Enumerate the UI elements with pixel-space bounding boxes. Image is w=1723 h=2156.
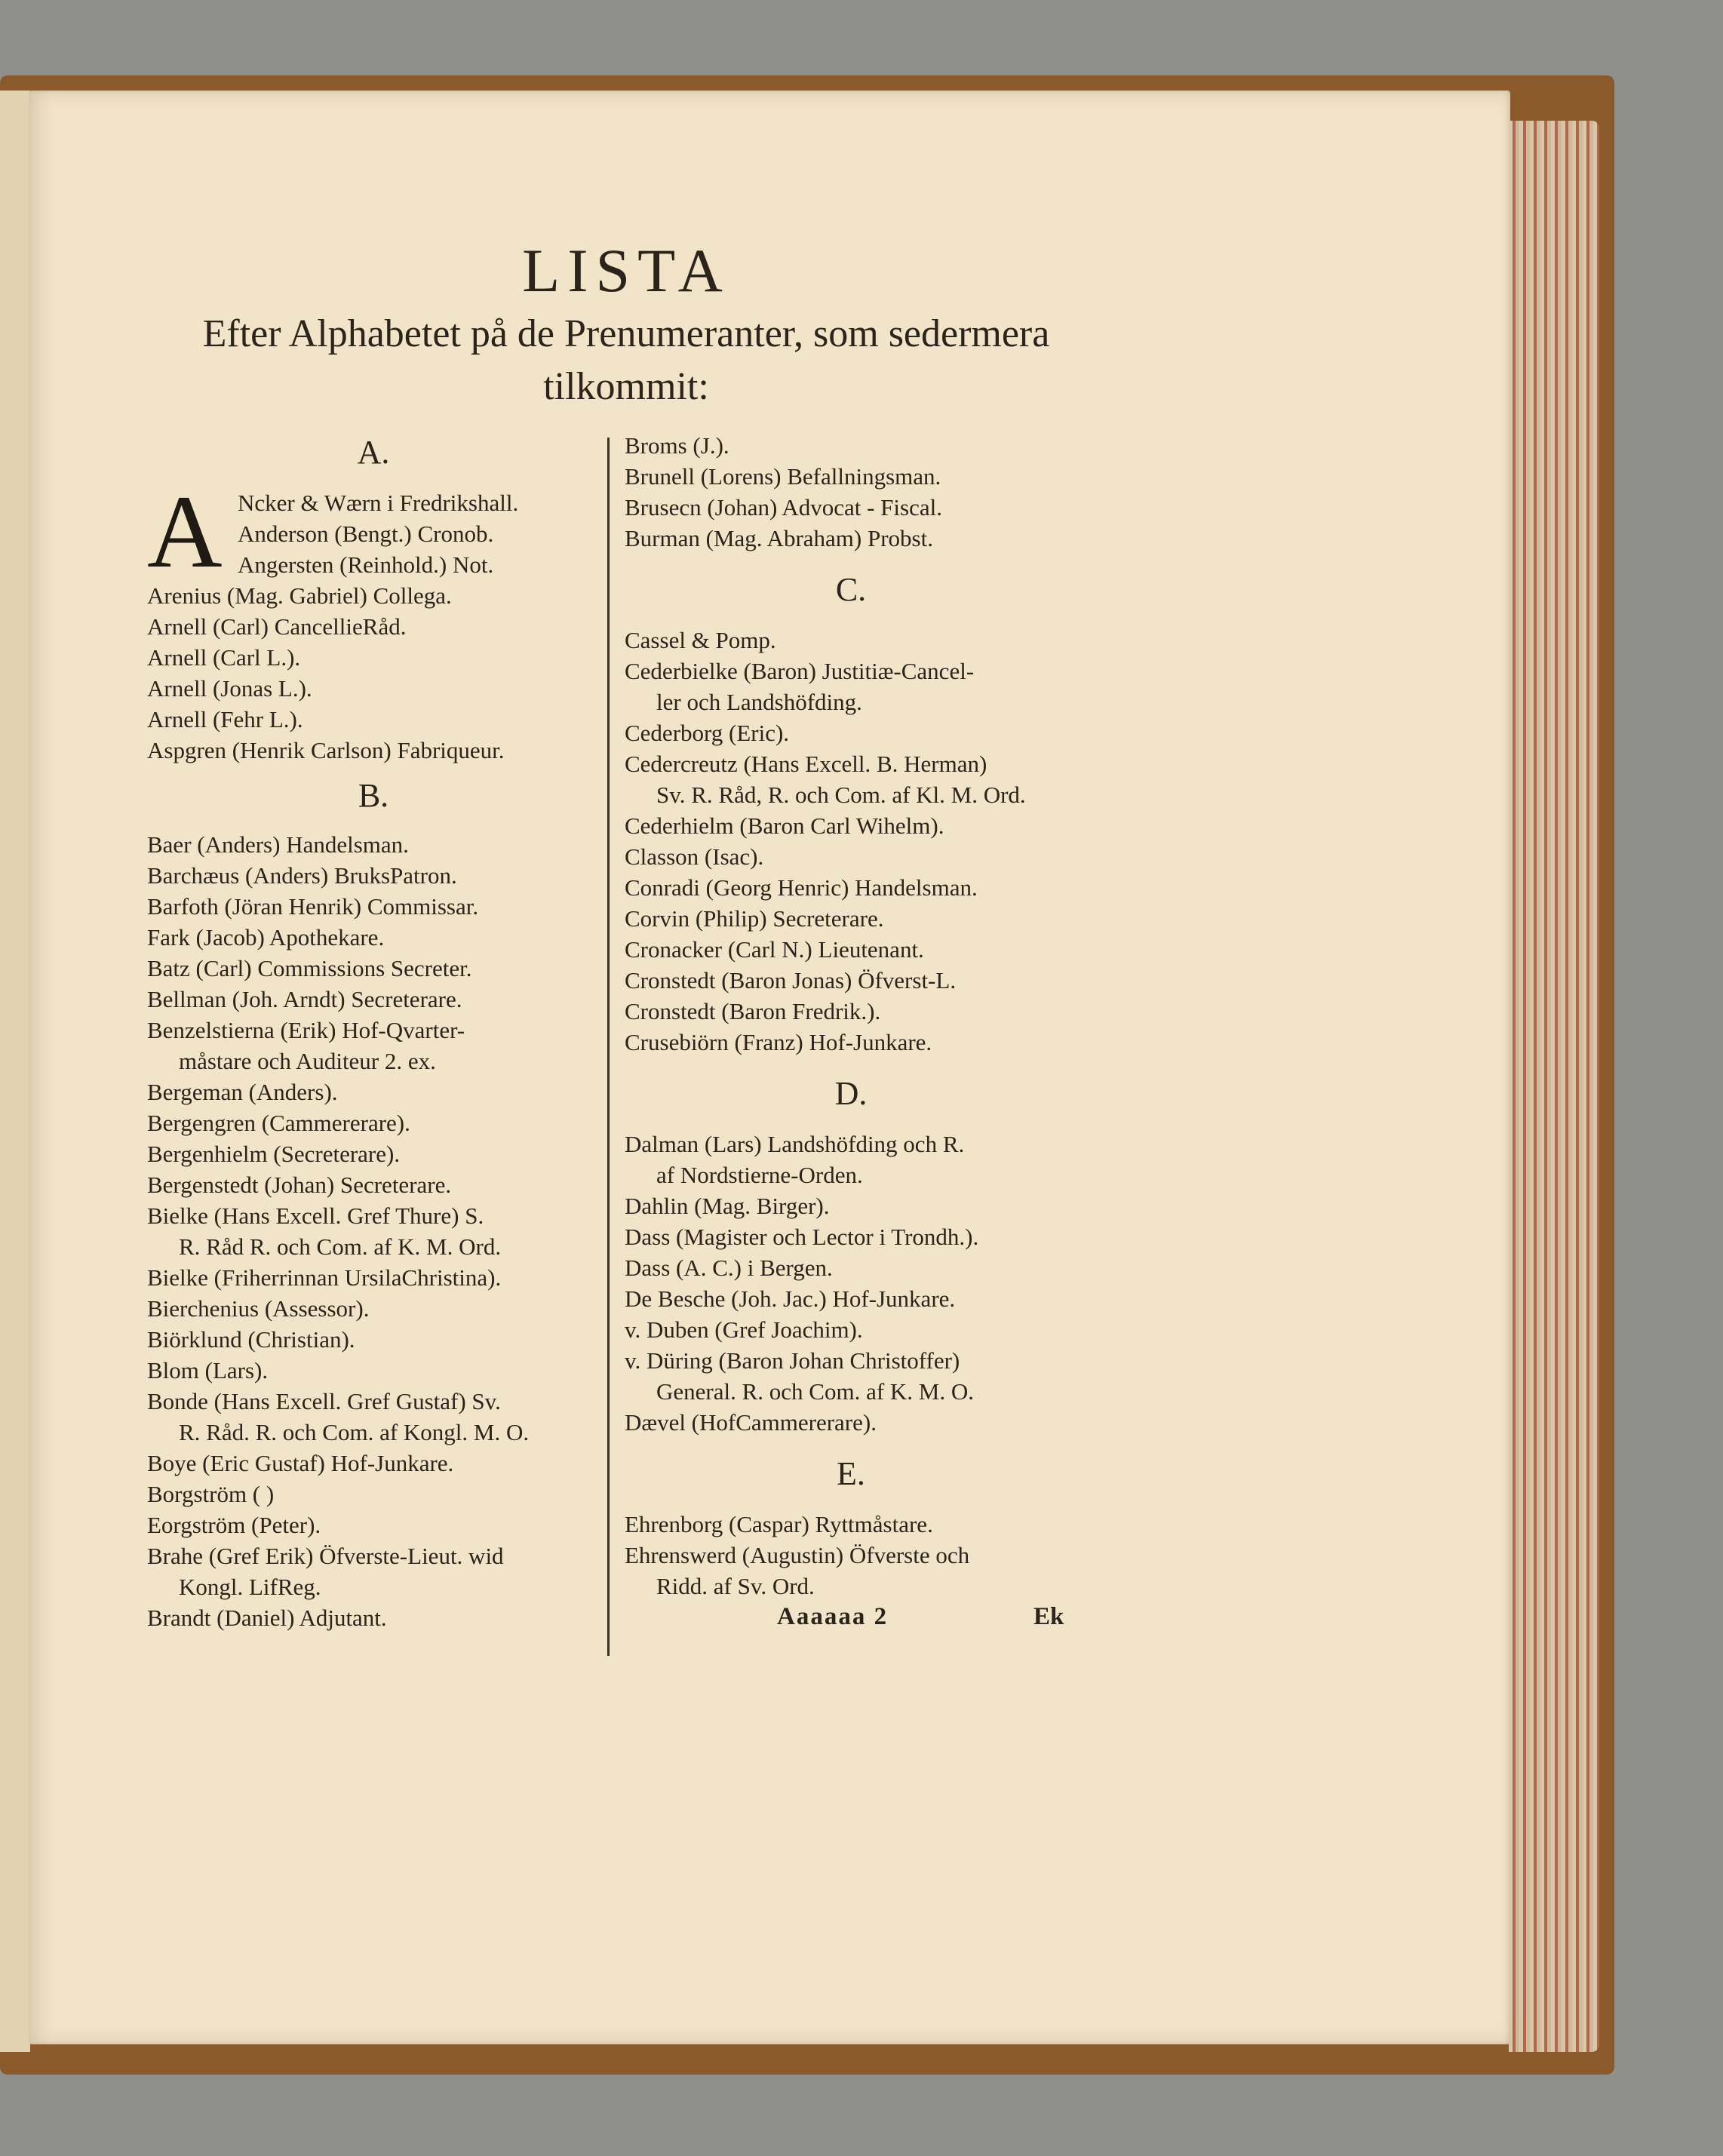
list-entry: Arenius (Mag. Gabriel) Collega.: [147, 582, 452, 609]
list-entry: Dass (Magister och Lector i Trondh.).: [625, 1224, 979, 1250]
list-entry: Ehrenborg (Caspar) Ryttmåstare.: [625, 1511, 933, 1537]
list-entry: Dalman (Lars) Landshöfding och R.: [625, 1131, 965, 1157]
list-entry: Fark (Jacob) Apothekare.: [147, 924, 385, 951]
list-entry: Arnell (Jonas L.).: [147, 675, 312, 702]
list-entry: Barfoth (Jöran Henrik) Commissar.: [147, 893, 479, 920]
list-entry: Dass (A. C.) i Bergen.: [625, 1255, 833, 1281]
list-entry: Aspgren (Henrik Carlson) Fabriqueur.: [147, 737, 505, 763]
list-entry: Brusecn (Johan) Advocat - Fiscal.: [625, 494, 942, 521]
list-entry: Anderson (Bengt.) Cronob.: [238, 521, 494, 547]
list-entry: Cronacker (Carl N.) Lieutenant.: [625, 936, 924, 963]
list-entry: Conradi (Georg Henric) Handelsman.: [625, 874, 978, 901]
entries-b: [147, 829, 600, 1633]
entries-e: [625, 1509, 1077, 1602]
list-entry: Cronstedt (Baron Jonas) Öfverst-L.: [625, 967, 957, 994]
list-entry: Eorgström (Peter).: [147, 1512, 321, 1538]
list-entry: De Besche (Joh. Jac.) Hof-Junkare.: [625, 1285, 956, 1312]
list-entry: Arnell (Fehr L.).: [147, 706, 303, 732]
column-divider: [607, 438, 610, 1656]
list-entry: Blom (Lars).: [147, 1357, 269, 1384]
list-entry: Brandt (Daniel) Adjutant.: [147, 1605, 387, 1631]
section-letter-b: B.: [358, 777, 389, 814]
list-entry: Cederhielm (Baron Carl Wihelm).: [625, 812, 944, 839]
list-entry: Bergenhielm (Secreterare).: [147, 1141, 401, 1167]
list-entry: Sv. R. Råd, R. och Com. af Kl. M. Ord.: [656, 782, 1026, 808]
list-entry: Arnell (Carl L.).: [147, 644, 301, 671]
list-entry: Bergeman (Anders).: [147, 1079, 338, 1105]
list-entry: Barchæus (Anders) BruksPatron.: [147, 862, 457, 889]
section-letter-c: C.: [835, 571, 867, 608]
list-entry: Classon (Isac).: [625, 843, 764, 870]
list-entry: Bielke (Friherrinnan UrsilaChristina).: [147, 1264, 502, 1291]
list-entry: Biörklund (Christian).: [147, 1326, 355, 1353]
list-entry: Cassel & Pomp.: [625, 627, 776, 653]
list-entry: Corvin (Philip) Secreterare.: [625, 905, 884, 932]
section-letter-e: E.: [837, 1455, 865, 1492]
list-entry: Bergenstedt (Johan) Secreterare.: [147, 1172, 452, 1198]
catchword: Ek: [1033, 1603, 1064, 1630]
list-entry: Bierchenius (Assessor).: [147, 1295, 370, 1322]
list-entry: Kongl. LifReg.: [179, 1574, 321, 1600]
list-entry: Dævel (HofCammererare).: [625, 1409, 877, 1436]
list-entry: Cederborg (Eric).: [625, 720, 790, 746]
list-entry: R. Råd R. och Com. af K. M. Ord.: [179, 1233, 502, 1260]
list-entry: Angersten (Reinhold.) Not.: [238, 551, 494, 578]
entries-c: [625, 625, 1077, 1058]
list-entry: Cronstedt (Baron Fredrik.).: [625, 998, 881, 1024]
list-entry: Bonde (Hans Excell. Gref Gustaf) Sv.: [147, 1388, 501, 1414]
list-entry: Ehrenswerd (Augustin) Öfverste och: [625, 1542, 970, 1568]
list-entry: General. R. och Com. af K. M. O.: [656, 1378, 974, 1405]
page-subtitle: Efter Alphabetet på de Prenumeranter, som sedermera tilkommit:: [202, 312, 1050, 408]
list-entry: Arnell (Carl) CancellieRåd.: [147, 613, 407, 640]
list-entry: Ncker & Wærn i Fredrikshall.: [238, 490, 519, 516]
list-entry: Baer (Anders) Handelsman.: [147, 831, 409, 858]
list-entry: Brahe (Gref Erik) Öfverste-Lieut. wid: [147, 1543, 504, 1569]
list-entry: Crusebiörn (Franz) Hof-Junkare.: [625, 1029, 932, 1055]
facing-page-edge: [0, 91, 30, 2052]
list-entry: Brunell (Lorens) Befallningsman.: [625, 463, 941, 490]
list-entry: Borgström ( ): [147, 1481, 275, 1507]
list-entry: v. Düring (Baron Johan Christoffer): [625, 1347, 960, 1374]
list-entry: måstare och Auditeur 2. ex.: [179, 1048, 436, 1074]
list-entry: Bellman (Joh. Arndt) Secreterare.: [147, 986, 462, 1012]
list-entry: ler och Landshöfding.: [656, 689, 862, 715]
list-entry: v. Duben (Gref Joachim).: [625, 1316, 863, 1343]
list-entry: Ridd. af Sv. Ord.: [656, 1573, 815, 1599]
right-column: [625, 430, 1077, 1602]
dropcap-letter: A: [147, 474, 223, 589]
entries-top: [625, 430, 1077, 554]
dropcap-block: [147, 474, 600, 589]
list-entry: Bergengren (Cammererare).: [147, 1110, 410, 1136]
list-entry: Cederbielke (Baron) Justitiæ-Cancel-: [625, 658, 975, 684]
entries-d: [625, 1129, 1077, 1438]
page-block-edge: [1509, 121, 1599, 2052]
list-entry: Broms (J.).: [625, 432, 729, 459]
list-entry: af Nordstierne-Orden.: [656, 1162, 863, 1188]
section-letter-a: A.: [357, 434, 390, 471]
signature-mark: Aaaaaa 2: [777, 1603, 889, 1630]
list-entry: Cedercreutz (Hans Excell. B. Herman): [625, 751, 987, 777]
list-entry: Benzelstierna (Erik) Hof-Qvarter-: [147, 1017, 465, 1043]
list-entry: Dahlin (Mag. Birger).: [625, 1193, 830, 1219]
list-entry: Bielke (Hans Excell. Gref Thure) S.: [147, 1202, 484, 1229]
list-entry: R. Råd. R. och Com. af Kongl. M. O.: [179, 1419, 530, 1445]
list-entry: Batz (Carl) Commissions Secreter.: [147, 955, 472, 981]
left-column: [147, 430, 600, 1633]
section-letter-d: D.: [834, 1075, 868, 1112]
page-title: LISTA: [522, 236, 730, 305]
list-entry: Burman (Mag. Abraham) Probst.: [625, 525, 933, 551]
list-entry: Boye (Eric Gustaf) Hof-Junkare.: [147, 1450, 454, 1476]
entries-a: [147, 580, 600, 766]
